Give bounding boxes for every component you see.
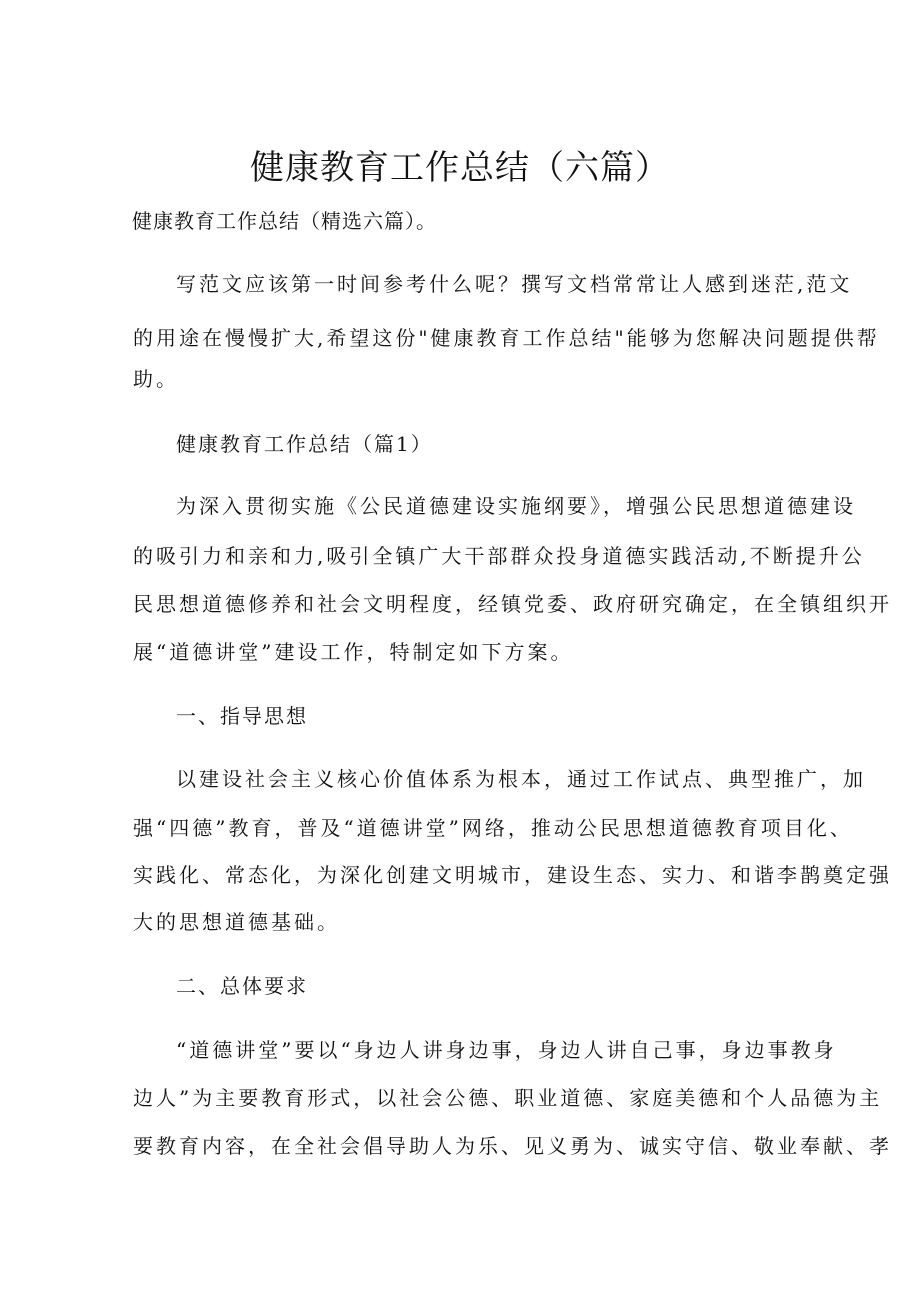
heading-guiding-thought: 一、指导思想 <box>176 704 308 728</box>
intro-line-3: 助。 <box>133 367 179 391</box>
section1-line-4: 展“道德讲堂”建设工作，特制定如下方案。 <box>133 640 574 664</box>
document-subtitle: 健康教育工作总结（精选六篇）。 <box>132 209 437 233</box>
section1-heading: 健康教育工作总结（篇1） <box>176 432 433 456</box>
guiding-line-3: 实践化、常态化，为深化创建文明城市，建设生态、实力、和谐李鹊奠定强 <box>133 863 892 887</box>
section1-line-1: 为深入贯彻实施《公民道德建设实施纲要》，增强公民思想道德建设 <box>176 494 856 518</box>
heading-general-requirements: 二、总体要求 <box>176 974 308 998</box>
requirements-line-3: 要教育内容，在全社会倡导助人为乐、见义勇为、诚实守信、敬业奉献、孝 <box>133 1134 892 1158</box>
guiding-line-4: 大的思想道德基础。 <box>133 910 340 934</box>
requirements-line-1: “道德讲堂”要以“身边人讲身边事，身边人讲自己事，身边事教身 <box>176 1038 837 1062</box>
guiding-line-2: 强“四德”教育，普及“道德讲堂”网络，推动公民思想道德教育项目化、 <box>133 816 853 840</box>
section1-line-2: 的吸引力和亲和力,吸引全镇广大干部群众投身道德实践活动,不断提升公 <box>133 544 865 568</box>
guiding-line-1: 以建设社会主义核心价值体系为根本，通过工作试点、典型推广，加 <box>176 767 866 791</box>
section1-line-3: 民思想道德修养和社会文明程度，经镇党委、政府研究确定，在全镇组织开 <box>133 592 892 616</box>
intro-line-1: 写范文应该第一时间参考什么呢？撰写文档常常让人感到迷茫,范文 <box>176 272 853 296</box>
intro-line-2: 的用途在慢慢扩大,希望这份"健康教育工作总结"能够为您解决问题提供帮 <box>133 326 880 350</box>
requirements-line-2: 边人”为主要教育形式，以社会公德、职业道德、家庭美德和个人品德为主 <box>133 1086 883 1110</box>
document-title: 健康教育工作总结（六篇） <box>250 148 670 188</box>
